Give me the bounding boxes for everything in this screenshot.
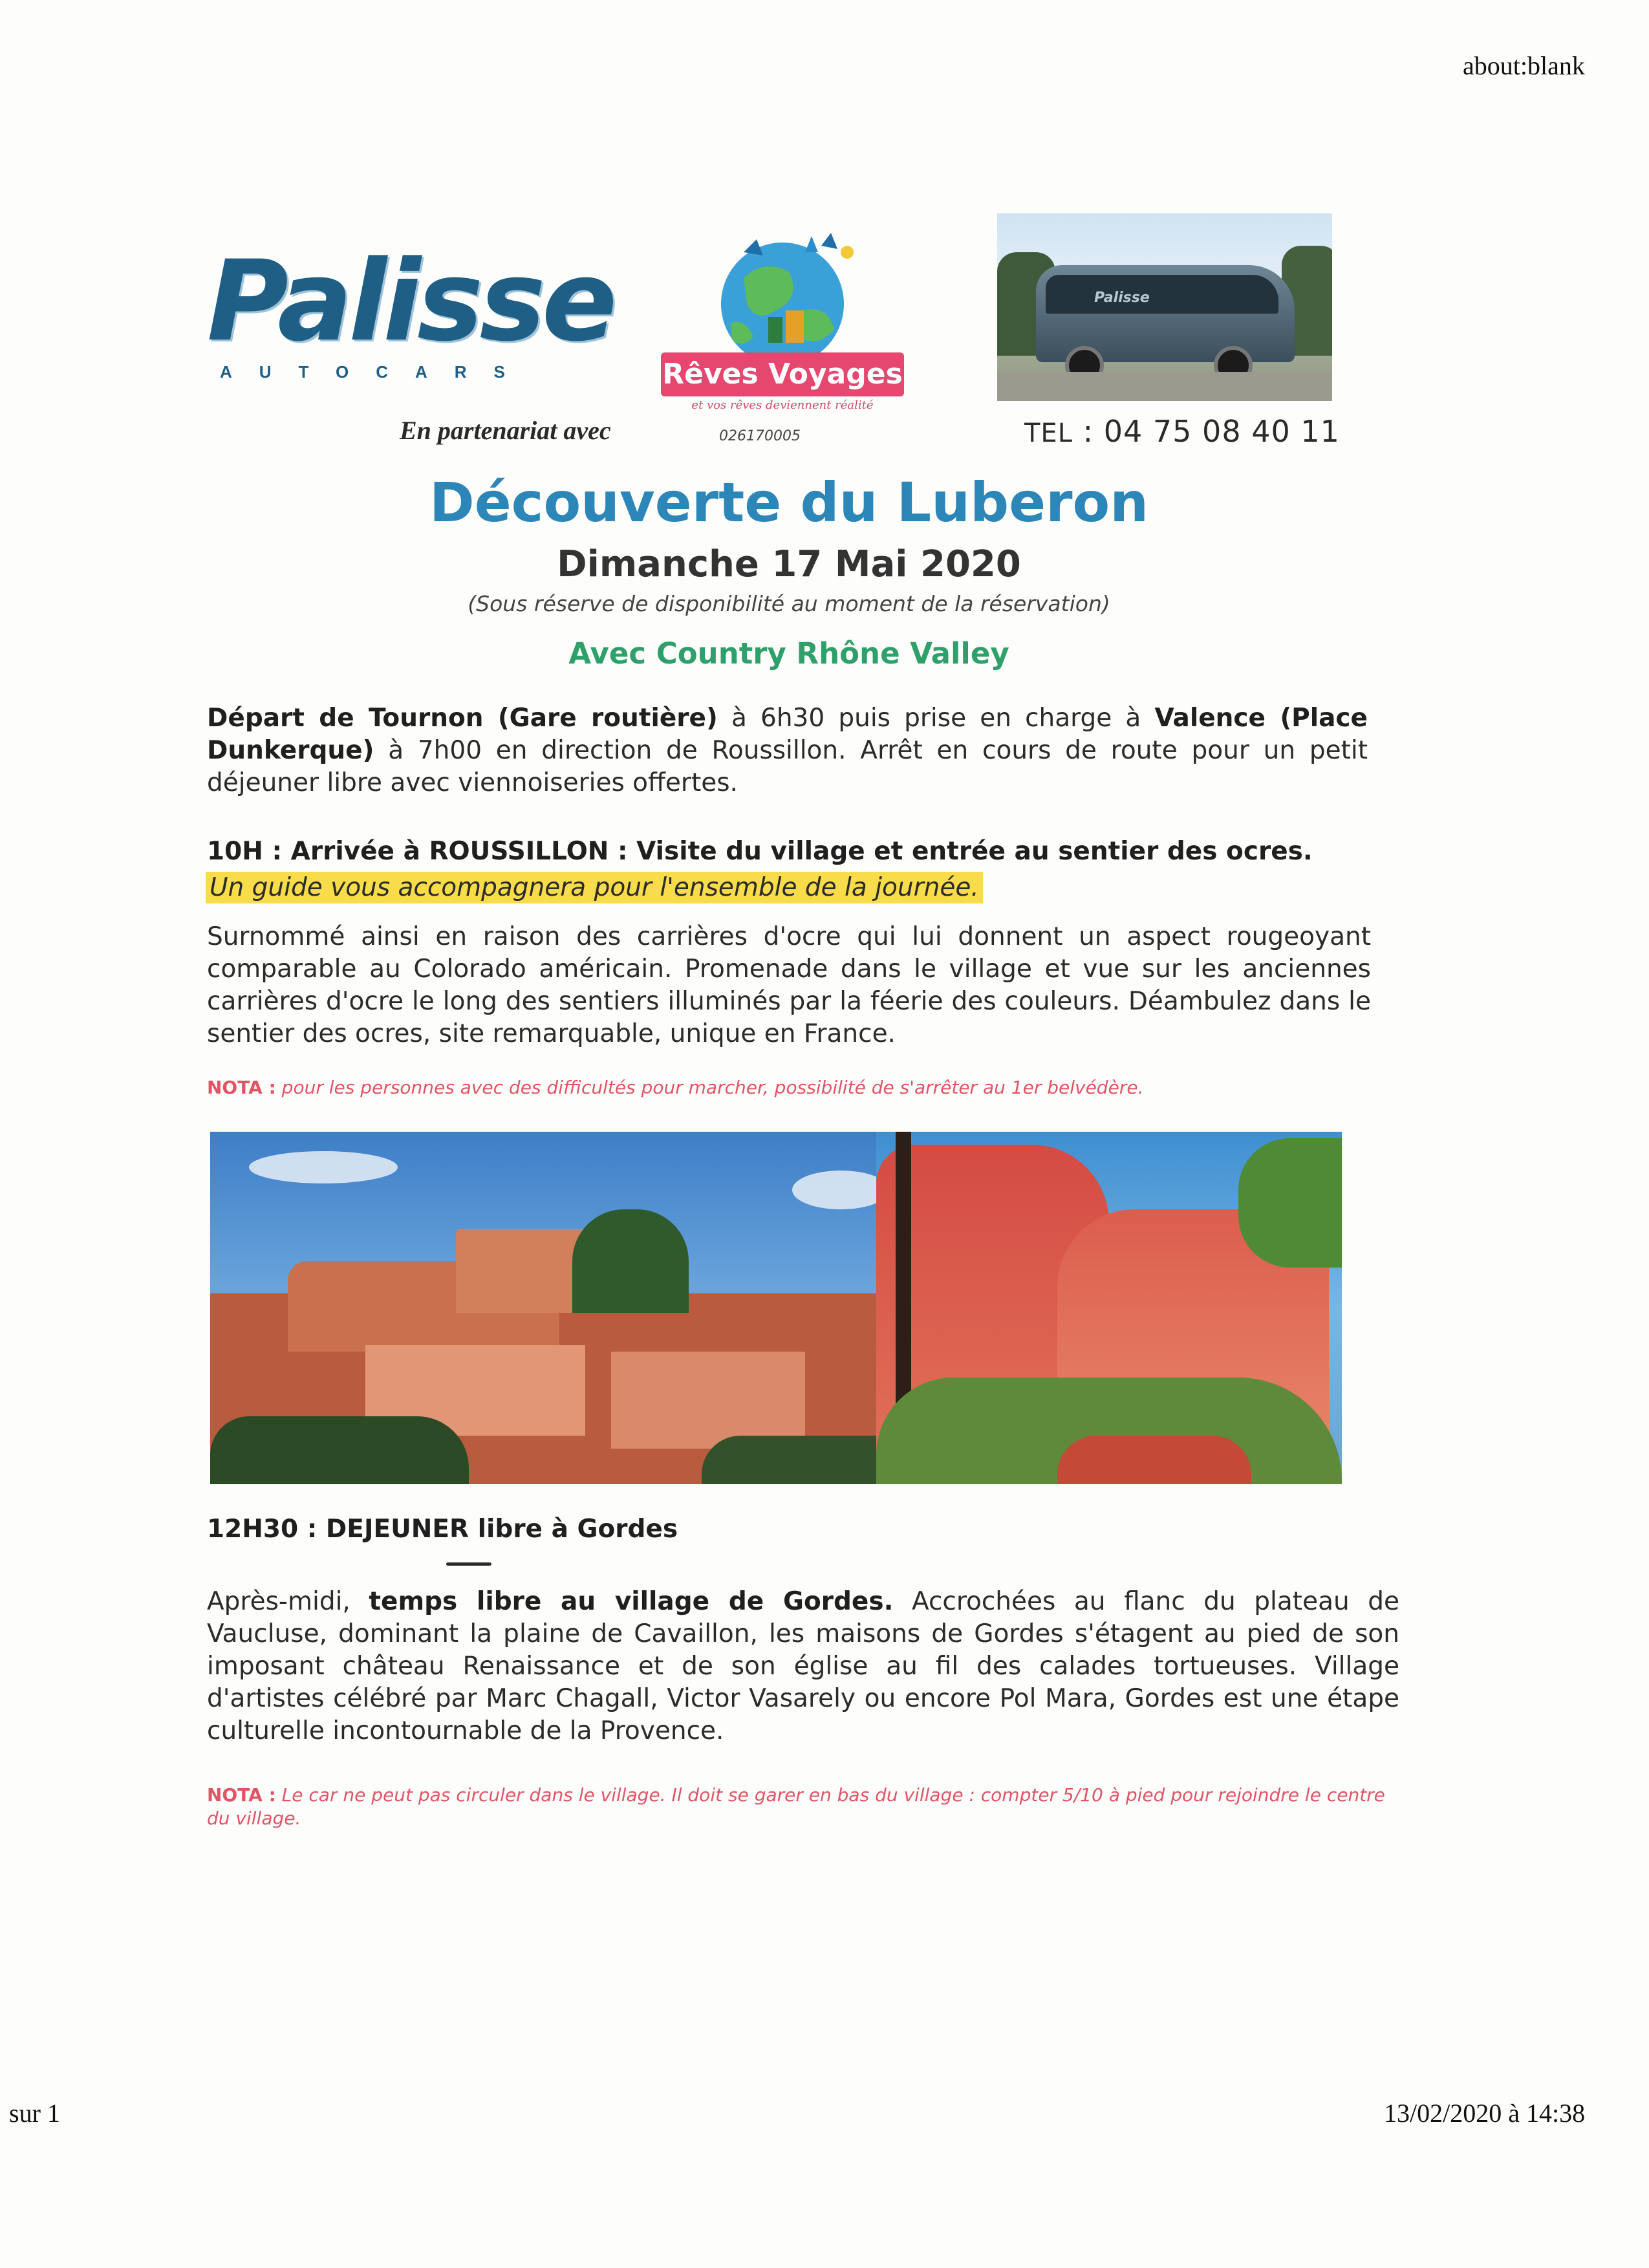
gordes-description xyxy=(207,1586,1399,1747)
phone-number xyxy=(1024,414,1340,449)
gordes-nota xyxy=(207,1784,1399,1830)
page-title: Découverte du Luberon xyxy=(429,471,1149,534)
ochre-cliffs-photo xyxy=(876,1132,1342,1484)
partner-text: En partenariat avec xyxy=(400,416,611,445)
palisse-logo-text: Palisse xyxy=(207,236,614,366)
print-footer-page: sur 1 xyxy=(9,2099,60,2128)
departure-place: Départ de Tournon (Gare routière) xyxy=(207,704,718,733)
palisse-logo-subtitle: AUTOCARS xyxy=(220,362,532,382)
globe-icon xyxy=(692,226,873,369)
nota-label: NOTA : xyxy=(207,1077,276,1098)
pickup-place: Valence (Place Dunkerque) xyxy=(207,704,1368,765)
departure-text-2: à 7h00 en direction de Roussillon. Arrêt en cours de route pour un petit déjeuner libre avec viennoiseries offertes. xyxy=(207,736,1368,797)
gordes-text: Accrochées au flanc du plateau de Vaucluse, dominant la plaine de Cavaillon, les maisons de Gordes s'étagent au pied de son imposant château Renaissance et de son église au fil des calades tortueuses. Village d'artistes célébré par Marc Chagall, Victor Vasarely ou encore Pol Mara, Gordes est une étape culturelle incontournable de la Provence. xyxy=(207,1587,1399,1745)
bus-photo xyxy=(997,213,1332,401)
gordes-intro: Après-midi, xyxy=(207,1587,369,1616)
roussillon-village-photo xyxy=(210,1132,876,1484)
departure-paragraph xyxy=(207,702,1368,799)
gordes-heading: 12H30 : DEJEUNER libre à Gordes xyxy=(207,1515,678,1544)
bus-photo-label: Palisse xyxy=(1094,290,1150,306)
reves-voyages-logo xyxy=(653,220,912,414)
partner-line: Avec Country Rhône Valley xyxy=(568,636,1009,671)
gordes-intro-bold: temps libre au village de Gordes. xyxy=(369,1587,894,1616)
nota-text: pour les personnes avec des difficultés pour marcher, possibilité de s'arrêter au 1er belvédère. xyxy=(275,1077,1144,1098)
roussillon-nota xyxy=(207,1076,1371,1099)
reves-voyages-tagline: et vos rêves deviennent réalité xyxy=(691,398,874,412)
guide-highlight xyxy=(206,870,983,905)
event-date: Dimanche 17 Mai 2020 xyxy=(557,543,1021,585)
nota-text: Le car ne peut pas circuler dans le village. Il doit se garer en bas du village : compter 5/10 à pied pour rejoindre le centre du village. xyxy=(207,1784,1385,1829)
departure-text-1: à 6h30 puis prise en charge à xyxy=(717,704,1155,733)
phone-label: TEL xyxy=(1024,418,1073,448)
print-footer-datetime: 13/02/2020 à 14:38 xyxy=(1384,2099,1586,2128)
divider xyxy=(446,1562,491,1566)
roussillon-description: Surnommé ainsi en raison des carrières d'ocre qui lui donnent un aspect rougeoyant comparable au Colorado américain. Promenade dans le village et vue sur les anciennes carrières d'ocre le long des sentiers illuminés par la féerie des couleurs. Déambulez dans le sentier des ocres, site remarquable, unique en France. xyxy=(207,922,1371,1048)
roussillon-heading: 10H : Arrivée à ROUSSILLON : Visite du village et entrée au sentier des ocres. xyxy=(207,837,1313,866)
print-header-url: about:blank xyxy=(1463,51,1585,80)
nota-label: NOTA : xyxy=(207,1784,276,1806)
guide-text: Un guide vous accompagnera pour l'ensemble de la journée. xyxy=(206,872,983,903)
reservation-note: (Sous réserve de disponibilité au moment de la réservation) xyxy=(468,591,1110,616)
phone-value: : 04 75 08 40 11 xyxy=(1083,414,1340,449)
reves-voyages-name: Rêves Voyages xyxy=(661,352,904,396)
licence-number: 026170005 xyxy=(719,428,801,444)
palisse-logo xyxy=(207,236,614,388)
